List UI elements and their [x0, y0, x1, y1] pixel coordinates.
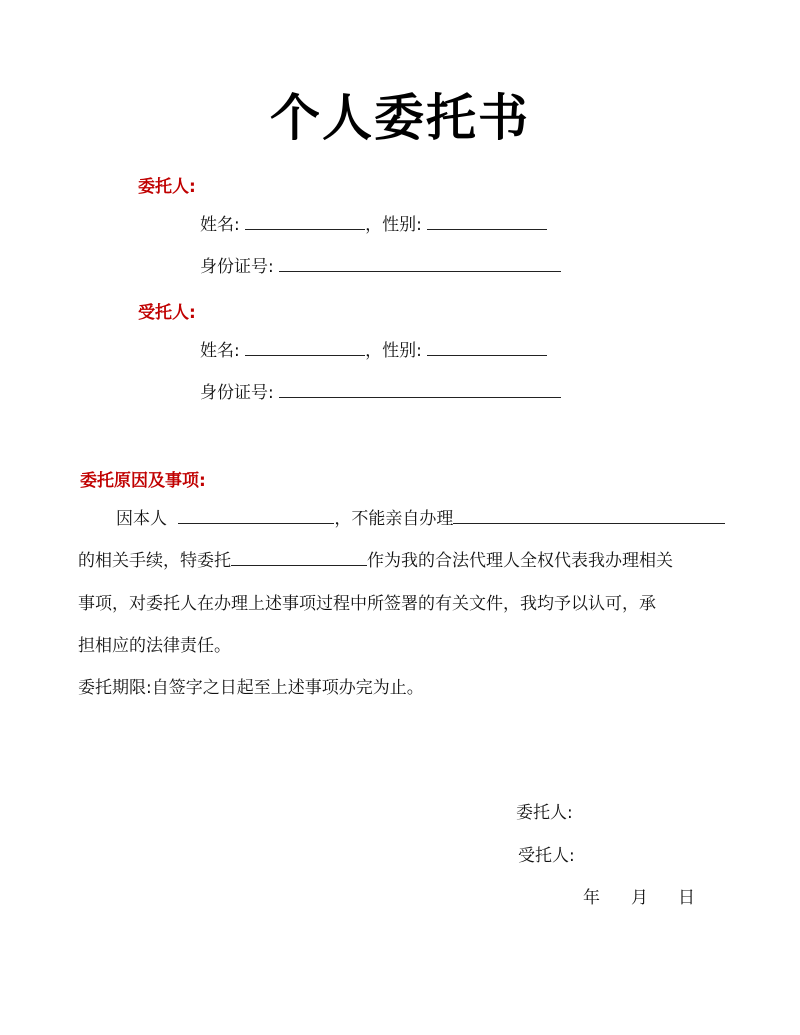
entrust-period: 委托期限:自签字之日起至上述事项办完为止。 — [78, 678, 424, 698]
matters-line-4: 担相应的法律责任。 — [78, 636, 231, 656]
principal-heading: 委托人: — [138, 177, 196, 197]
agent-gender-label: ，性别: — [365, 341, 422, 361]
matters-line-2 — [78, 551, 673, 571]
date-year-label: 年 — [583, 888, 600, 908]
document-title: 个人委托书 — [270, 89, 530, 147]
agent-name-label: 姓名: — [200, 341, 240, 361]
matters-line-3: 事项，对委托人在办理上述事项过程中所签署的有关文件，我均予以认可，承 — [78, 594, 656, 614]
principal-name-label: 姓名: — [200, 215, 240, 235]
agent-name-row — [200, 341, 547, 361]
signature-principal-label: 委托人: — [516, 803, 573, 823]
principal-name-row — [200, 215, 547, 235]
agent-gender-field[interactable] — [427, 341, 547, 356]
principal-id-field[interactable] — [279, 257, 561, 272]
affair-field[interactable] — [453, 509, 725, 524]
principal-gender-label: ，性别: — [365, 215, 422, 235]
agent-id-field[interactable] — [279, 383, 561, 398]
matters-line-1 — [116, 509, 725, 529]
signature-agent-label: 受托人: — [518, 846, 575, 866]
principal-gender-field[interactable] — [427, 215, 547, 230]
principal-name-field[interactable] — [245, 215, 365, 230]
date-month-label: 月 — [631, 888, 648, 908]
entrust-suffix: 作为我的合法代理人全权代表我办理相关 — [367, 551, 673, 571]
date-day-label: 日 — [678, 888, 695, 908]
matters-heading: 委托原因及事项: — [80, 471, 206, 491]
reason-prefix: 因本人 — [116, 509, 167, 529]
unable-text: ，不能亲自办理 — [334, 509, 454, 529]
reason-field[interactable] — [178, 509, 334, 524]
entrust-prefix: 的相关手续，特委托 — [78, 551, 231, 571]
principal-id-label: 身份证号: — [200, 257, 274, 277]
agent-name-field[interactable] — [245, 341, 365, 356]
agent-id-row — [200, 383, 561, 403]
agent-id-label: 身份证号: — [200, 383, 274, 403]
principal-id-row — [200, 257, 561, 277]
agent-heading: 受托人: — [138, 303, 196, 323]
entrusted-person-field[interactable] — [231, 551, 367, 566]
